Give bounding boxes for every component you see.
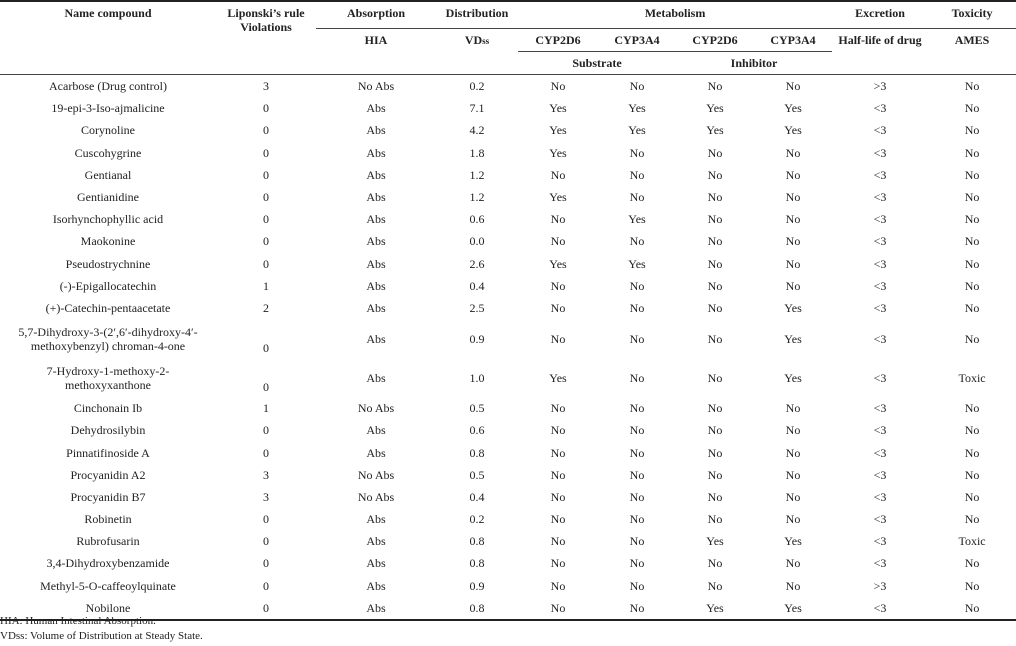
- table-row: [0, 119, 1016, 141]
- cell-ames: No: [964, 212, 980, 227]
- table-row: [0, 186, 1016, 208]
- cell-cyp2d6-substrate: No: [518, 597, 598, 620]
- header-vdss: [436, 29, 518, 75]
- header-inhibitor: Inhibitor: [730, 55, 778, 70]
- cell-cyp2d6-inhibitor: No: [707, 370, 723, 385]
- cell-cyp2d6-substrate: No: [550, 401, 566, 416]
- cell-cyp3a4-substrate: No: [629, 234, 645, 249]
- cell-compound-name: Procyanidin A2: [70, 467, 146, 482]
- cell-cyp2d6-inhibitor: Yes: [676, 597, 754, 620]
- cell-liponski: 0: [263, 445, 269, 460]
- cell-halflife: <3: [873, 123, 887, 138]
- table-body: [0, 75, 1016, 620]
- cell-cyp2d6-inhibitor: No: [707, 556, 723, 571]
- table-row: [0, 575, 1016, 597]
- cell-cyp3a4-substrate: No: [629, 467, 645, 482]
- cell-liponski: 2: [263, 300, 269, 315]
- cell-compound-name: Cinchonain Ib: [73, 401, 143, 416]
- header-substrate: Substrate: [572, 55, 622, 70]
- header-hia: HIA: [364, 33, 388, 47]
- cell-cyp2d6-inhibitor: No: [707, 167, 723, 182]
- cell-cyp3a4-inhibitor: No: [785, 190, 801, 205]
- cell-cyp2d6-substrate: Yes: [549, 101, 567, 116]
- cell-cyp2d6-inhibitor: Yes: [706, 123, 724, 138]
- cell-halflife: <3: [873, 300, 887, 315]
- cell-hia: Abs: [366, 256, 386, 271]
- table-row: [0, 419, 1016, 441]
- cell-cyp3a4-substrate: No: [629, 423, 645, 438]
- cell-liponski: 1: [263, 401, 269, 416]
- cell-hia: Abs: [366, 278, 386, 293]
- cell-vdss: 0.9: [469, 578, 485, 593]
- cell-liponski: 0: [263, 578, 269, 593]
- cell-cyp3a4-substrate: Yes: [628, 101, 646, 116]
- cell-cyp3a4-inhibitor: No: [785, 578, 801, 593]
- cell-cyp3a4-substrate: No: [629, 489, 645, 504]
- cell-hia: Abs: [366, 331, 386, 346]
- cell-ames: No: [964, 256, 980, 271]
- footnotes: [0, 614, 203, 644]
- cell-cyp3a4-inhibitor: Yes: [784, 370, 802, 385]
- cell-hia: Abs: [366, 423, 386, 438]
- cell-hia: Abs: [366, 578, 386, 593]
- footnote-hia: HIA: Human Intestinal Absorption.: [0, 615, 156, 627]
- table-row: [0, 508, 1016, 530]
- header-metabolism: Metabolism: [518, 1, 832, 29]
- cell-vdss: 0.8: [469, 556, 485, 571]
- cell-vdss: 0.4: [469, 278, 485, 293]
- cell-hia: No Abs: [357, 489, 395, 504]
- cell-cyp2d6-inhibitor: No: [707, 79, 723, 94]
- cell-ames: No: [964, 79, 980, 94]
- cell-compound-name: 5,7-Dihydroxy-3-(2′,6′-dihydroxy-4′-methoxybenzyl) chroman-4-one: [18, 324, 198, 353]
- cell-cyp2d6-substrate: No: [550, 534, 566, 549]
- cell-cyp2d6-substrate: Yes: [549, 370, 567, 385]
- cell-vdss: 0.8: [469, 445, 485, 460]
- cell-cyp2d6-substrate: No: [550, 489, 566, 504]
- cell-cyp3a4-substrate: No: [629, 190, 645, 205]
- cell-vdss: 2.5: [469, 300, 485, 315]
- cell-hia: Abs: [366, 445, 386, 460]
- cell-liponski: 3: [263, 489, 269, 504]
- table-row: [0, 208, 1016, 230]
- cell-liponski: 0: [263, 534, 269, 549]
- cell-ames: No: [964, 167, 980, 182]
- cell-halflife: <3: [873, 445, 887, 460]
- cell-cyp3a4-inhibitor: Yes: [784, 123, 802, 138]
- cell-halflife: <3: [873, 534, 887, 549]
- cell-cyp3a4-substrate: No: [629, 401, 645, 416]
- table-row: [0, 142, 1016, 164]
- cell-hia: Abs: [366, 101, 386, 116]
- table-row: [0, 253, 1016, 275]
- cell-hia: Abs: [366, 370, 386, 385]
- cell-cyp2d6-inhibitor: No: [707, 423, 723, 438]
- footnote-vdss: VDss: Volume of Distribution at Steady State.: [0, 630, 203, 642]
- cell-ames: Toxic: [958, 370, 986, 385]
- header-cyp3a4-inhibitor: CYP3A4: [754, 29, 832, 52]
- cell-cyp2d6-inhibitor: No: [707, 256, 723, 271]
- table-row: [0, 530, 1016, 552]
- cell-halflife: <3: [832, 597, 928, 620]
- cell-compound-name: Methyl-5-O-caffeoylquinate: [40, 578, 176, 593]
- cell-vdss: 1.2: [469, 190, 485, 205]
- table-row: [0, 464, 1016, 486]
- cell-cyp2d6-substrate: No: [550, 300, 566, 315]
- cell-cyp2d6-substrate: No: [550, 512, 566, 527]
- cell-liponski: 0: [263, 556, 269, 571]
- header-distribution: Distribution: [436, 1, 518, 29]
- cell-cyp3a4-substrate: No: [629, 145, 645, 160]
- cell-cyp2d6-inhibitor: No: [707, 445, 723, 460]
- cell-liponski: 0: [263, 212, 269, 227]
- cell-vdss: 4.2: [469, 123, 485, 138]
- cell-cyp3a4-substrate: Yes: [628, 123, 646, 138]
- table-row: [0, 75, 1016, 98]
- cell-halflife: <3: [873, 256, 887, 271]
- cell-cyp3a4-inhibitor: No: [785, 212, 801, 227]
- cell-hia: Abs: [366, 145, 386, 160]
- cell-compound-name: Rubrofusarin: [76, 534, 140, 549]
- header-cyp2d6-substrate: CYP2D6: [518, 29, 598, 52]
- cell-hia: Abs: [366, 167, 386, 182]
- header-vdss-sub: ss: [482, 36, 490, 46]
- cell-cyp3a4-inhibitor: Yes: [754, 597, 832, 620]
- cell-ames: No: [964, 401, 980, 416]
- cell-halflife: <3: [873, 331, 887, 346]
- cell-liponski: 0: [263, 380, 269, 395]
- cell-compound-name: Pinnatifinoside A: [66, 445, 150, 460]
- cell-liponski: 1: [263, 278, 269, 293]
- header-ames: AMES: [954, 33, 990, 47]
- cell-compound-name: (+)-Catechin-pentaacetate: [45, 300, 171, 315]
- cell-halflife: <3: [873, 101, 887, 116]
- cell-cyp2d6-substrate: Yes: [549, 190, 567, 205]
- cell-vdss: 1.8: [469, 145, 485, 160]
- cell-cyp3a4-inhibitor: Yes: [784, 300, 802, 315]
- table-row: [0, 552, 1016, 574]
- cell-compound-name: Maokonine: [80, 234, 136, 249]
- table-row: [0, 297, 1016, 319]
- cell-cyp3a4-substrate: No: [629, 300, 645, 315]
- cell-cyp2d6-inhibitor: No: [707, 331, 723, 346]
- header-cyp2d6-inhibitor: CYP2D6: [676, 29, 754, 52]
- cell-vdss: 0.6: [469, 423, 485, 438]
- table-row: [0, 97, 1016, 119]
- cell-cyp2d6-inhibitor: No: [707, 190, 723, 205]
- cell-compound-name: Isorhynchophyllic acid: [52, 212, 164, 227]
- cell-halflife: <3: [873, 489, 887, 504]
- cell-vdss: 0.0: [469, 234, 485, 249]
- cell-cyp2d6-inhibitor: No: [707, 278, 723, 293]
- cell-vdss: 0.2: [469, 512, 485, 527]
- cell-ames: No: [928, 597, 1016, 620]
- cell-liponski: 0: [263, 256, 269, 271]
- cell-liponski: 0: [263, 512, 269, 527]
- cell-liponski: 0: [263, 123, 269, 138]
- table-row: [0, 230, 1016, 252]
- cell-halflife: <3: [873, 556, 887, 571]
- cell-cyp3a4-substrate: Yes: [628, 256, 646, 271]
- cell-compound-name: Corynoline: [81, 123, 135, 138]
- cell-vdss: 0.6: [469, 212, 485, 227]
- cell-compound-name: 7-Hydroxy-1-methoxy-2-methoxyxanthone: [46, 363, 170, 392]
- cell-vdss: 1.2: [469, 167, 485, 182]
- cell-halflife: <3: [873, 370, 887, 385]
- cell-cyp3a4-inhibitor: No: [785, 467, 801, 482]
- cell-hia: No Abs: [357, 467, 395, 482]
- cell-halflife: >3: [873, 79, 887, 94]
- header-toxicity: Toxicity: [928, 1, 1016, 29]
- cell-cyp3a4-substrate: No: [629, 578, 645, 593]
- cell-compound-name: Gentianal: [84, 167, 132, 182]
- cell-liponski: 0: [263, 190, 269, 205]
- cell-hia: Abs: [316, 597, 436, 620]
- cell-hia: No Abs: [357, 401, 395, 416]
- cell-vdss: 0.8: [469, 534, 485, 549]
- cell-cyp2d6-substrate: Yes: [549, 123, 567, 138]
- cell-liponski: 0: [263, 423, 269, 438]
- cell-compound-name: Procyanidin B7: [70, 489, 146, 504]
- cell-compound-name: Dehydrosilybin: [70, 423, 146, 438]
- cell-cyp2d6-inhibitor: No: [707, 578, 723, 593]
- cell-cyp3a4-substrate: No: [629, 445, 645, 460]
- cell-compound-name: 19-epi-3-Iso-ajmalicine: [51, 101, 165, 116]
- cell-cyp3a4-substrate: No: [629, 331, 645, 346]
- cell-hia: Abs: [366, 190, 386, 205]
- cell-vdss: 0.2: [469, 79, 485, 94]
- cell-vdss: 0.5: [469, 467, 485, 482]
- cell-hia: No Abs: [357, 79, 395, 94]
- cell-ames: No: [964, 423, 980, 438]
- cell-halflife: <3: [873, 212, 887, 227]
- cell-hia: Abs: [366, 234, 386, 249]
- cell-cyp2d6-substrate: No: [550, 278, 566, 293]
- cell-hia: Abs: [366, 212, 386, 227]
- cell-cyp2d6-substrate: No: [550, 423, 566, 438]
- header-liponski: Liponski’s rule Violations: [216, 1, 316, 74]
- header-absorption: Absorption: [316, 1, 436, 29]
- cell-vdss: 0.5: [469, 401, 485, 416]
- cell-cyp2d6-inhibitor: No: [707, 512, 723, 527]
- cell-cyp2d6-inhibitor: No: [707, 401, 723, 416]
- cell-cyp3a4-substrate: No: [629, 167, 645, 182]
- cell-halflife: <3: [873, 512, 887, 527]
- cell-halflife: >3: [873, 578, 887, 593]
- cell-cyp2d6-inhibitor: No: [707, 212, 723, 227]
- cell-halflife: <3: [873, 167, 887, 182]
- cell-cyp3a4-inhibitor: No: [785, 445, 801, 460]
- cell-compound-name: (-)-Epigallocatechin: [59, 278, 157, 293]
- cell-cyp3a4-substrate: No: [629, 370, 645, 385]
- cell-liponski: 0: [263, 341, 269, 356]
- header-halflife: Half-life of drug: [838, 33, 922, 47]
- cell-liponski: 3: [263, 79, 269, 94]
- cell-cyp3a4-inhibitor: Yes: [784, 534, 802, 549]
- cell-liponski: 0: [216, 597, 316, 620]
- cell-cyp3a4-inhibitor: Yes: [784, 101, 802, 116]
- cell-hia: Abs: [366, 300, 386, 315]
- cell-vdss: 0.4: [469, 489, 485, 504]
- cell-hia: Abs: [366, 534, 386, 549]
- cell-cyp3a4-inhibitor: Yes: [784, 331, 802, 346]
- cell-vdss: 2.6: [469, 256, 485, 271]
- cell-halflife: <3: [873, 401, 887, 416]
- cell-liponski: 0: [263, 234, 269, 249]
- cell-ames: No: [964, 445, 980, 460]
- cell-cyp3a4-substrate: No: [598, 597, 676, 620]
- header-vdss-main: VD: [464, 33, 483, 47]
- cell-cyp2d6-substrate: No: [550, 331, 566, 346]
- cell-halflife: <3: [873, 278, 887, 293]
- cell-cyp2d6-inhibitor: No: [707, 234, 723, 249]
- cell-cyp3a4-substrate: Yes: [628, 212, 646, 227]
- cell-cyp3a4-inhibitor: No: [785, 512, 801, 527]
- cell-cyp3a4-inhibitor: No: [785, 423, 801, 438]
- header-cyp3a4-substrate: CYP3A4: [598, 29, 676, 52]
- cell-cyp2d6-inhibitor: Yes: [706, 101, 724, 116]
- cell-halflife: <3: [873, 423, 887, 438]
- cell-cyp2d6-substrate: Yes: [549, 256, 567, 271]
- header-excretion: Excretion: [832, 1, 928, 29]
- cell-cyp2d6-inhibitor: Yes: [706, 534, 724, 549]
- table-row: [0, 397, 1016, 419]
- cell-hia: Abs: [366, 512, 386, 527]
- cell-cyp3a4-inhibitor: No: [785, 145, 801, 160]
- cell-ames: Toxic: [958, 534, 986, 549]
- cell-liponski: 3: [263, 467, 269, 482]
- cell-ames: No: [964, 145, 980, 160]
- cell-cyp2d6-substrate: Yes: [549, 145, 567, 160]
- cell-cyp2d6-inhibitor: No: [707, 300, 723, 315]
- cell-cyp2d6-inhibitor: No: [707, 467, 723, 482]
- cell-liponski: 0: [263, 167, 269, 182]
- cell-liponski: 0: [263, 145, 269, 160]
- table-row: [0, 164, 1016, 186]
- cell-ames: No: [964, 190, 980, 205]
- cell-ames: No: [964, 578, 980, 593]
- table-row: [0, 441, 1016, 463]
- table-header: [0, 1, 1016, 75]
- cell-cyp3a4-inhibitor: No: [785, 167, 801, 182]
- table-row: [0, 486, 1016, 508]
- cell-cyp3a4-inhibitor: No: [785, 489, 801, 504]
- cell-compound-name: 3,4-Dihydroxybenzamide: [46, 556, 170, 571]
- cell-cyp2d6-inhibitor: No: [707, 489, 723, 504]
- cell-ames: No: [964, 278, 980, 293]
- cell-compound-name: Acarbose (Drug control): [49, 79, 167, 94]
- cell-cyp3a4-substrate: No: [629, 556, 645, 571]
- cell-ames: No: [964, 234, 980, 249]
- cell-cyp3a4-inhibitor: No: [785, 556, 801, 571]
- cell-halflife: <3: [873, 467, 887, 482]
- cell-cyp3a4-substrate: No: [629, 512, 645, 527]
- cell-compound-name: Pseudostrychnine: [65, 256, 151, 271]
- cell-liponski: 0: [263, 101, 269, 116]
- cell-cyp2d6-substrate: No: [550, 467, 566, 482]
- cell-ames: No: [964, 489, 980, 504]
- cell-vdss: 0.8: [436, 597, 518, 620]
- cell-ames: No: [964, 101, 980, 116]
- cell-cyp3a4-substrate: No: [629, 278, 645, 293]
- cell-ames: No: [964, 512, 980, 527]
- table-row: [0, 275, 1016, 297]
- cell-hia: Abs: [366, 556, 386, 571]
- cell-cyp3a4-inhibitor: No: [785, 401, 801, 416]
- cell-ames: No: [964, 300, 980, 315]
- cell-ames: No: [964, 467, 980, 482]
- table-row: [0, 319, 1016, 358]
- cell-hia: Abs: [366, 123, 386, 138]
- cell-ames: No: [964, 123, 980, 138]
- cell-cyp2d6-substrate: No: [550, 578, 566, 593]
- cell-compound-name: Gentianidine: [77, 190, 139, 205]
- cell-cyp2d6-substrate: No: [550, 234, 566, 249]
- cell-cyp3a4-inhibitor: No: [785, 278, 801, 293]
- cell-cyp3a4-inhibitor: No: [785, 256, 801, 271]
- cell-ames: No: [964, 331, 980, 346]
- cell-compound-name: Robinetin: [84, 512, 132, 527]
- cell-halflife: <3: [873, 145, 887, 160]
- cell-cyp3a4-substrate: No: [629, 79, 645, 94]
- cell-cyp3a4-substrate: No: [629, 534, 645, 549]
- cell-cyp3a4-inhibitor: No: [785, 79, 801, 94]
- cell-compound-name: Cuscohygrine: [74, 145, 142, 160]
- cell-cyp2d6-substrate: No: [550, 445, 566, 460]
- cell-vdss: 0.9: [469, 331, 485, 346]
- cell-ames: No: [964, 556, 980, 571]
- cell-cyp2d6-substrate: No: [550, 79, 566, 94]
- cell-cyp2d6-substrate: No: [550, 212, 566, 227]
- header-name-compound: Name compound: [0, 1, 216, 74]
- cell-vdss: 7.1: [469, 101, 485, 116]
- cell-cyp2d6-substrate: No: [550, 556, 566, 571]
- table-row: [0, 358, 1016, 397]
- cell-compound-name: Nobilone: [0, 597, 216, 620]
- cell-halflife: <3: [873, 234, 887, 249]
- cell-cyp2d6-inhibitor: No: [707, 145, 723, 160]
- cell-cyp2d6-substrate: No: [550, 167, 566, 182]
- cell-vdss: 1.0: [469, 370, 485, 385]
- cell-cyp3a4-inhibitor: No: [785, 234, 801, 249]
- cell-halflife: <3: [873, 190, 887, 205]
